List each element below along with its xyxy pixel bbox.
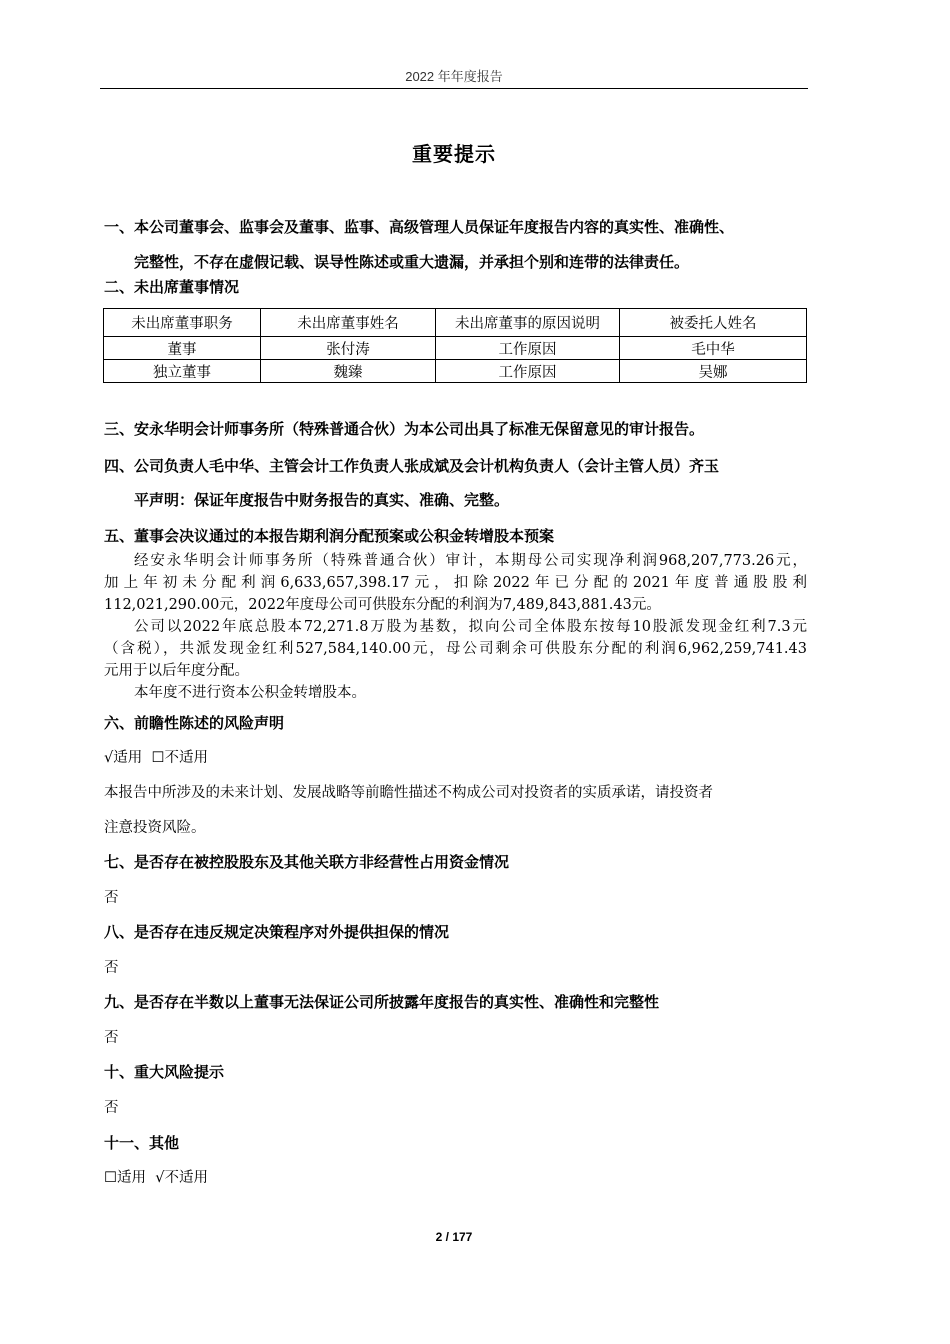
page-number: 2 / 177 <box>435 1230 473 1244</box>
profit-paragraph-line: 112,021,290.00元，2022年度母公司可供股东分配的利润为7,489,843,881.43元。 <box>104 597 661 613</box>
applicable-checked-option: √适用 <box>104 750 143 766</box>
section-10-answer: 否 <box>104 1100 119 1116</box>
section-1-heading-cont: 完整性，不存在虚假记载、误导性陈述或重大遗漏，并承担个别和连带的法律责任。 <box>134 253 690 271</box>
section-8-heading: 八、是否存在违反规定决策程序对外提供担保的情况 <box>104 923 450 941</box>
section-7-answer: 否 <box>104 890 119 906</box>
section-9-answer: 否 <box>104 1030 119 1046</box>
table-cell: 独立董事 <box>104 360 261 383</box>
section-7-heading: 七、是否存在被控股股东及其他关联方非经营性占用资金情况 <box>104 853 510 871</box>
applicable-option: ☐适用 <box>104 1170 146 1186</box>
page-title: 重要提示 <box>412 142 496 166</box>
table-cell: 毛中华 <box>620 337 807 360</box>
page-header: 2022 年年度报告 <box>405 69 503 84</box>
section-4-heading: 四、公司负责人毛中华、主管会计工作负责人张成斌及会计机构负责人（会计主管人员）齐玉 <box>104 457 720 475</box>
column-header: 被委托人姓名 <box>620 309 807 337</box>
absent-directors-table <box>103 308 807 383</box>
column-header: 未出席董事的原因说明 <box>436 309 620 337</box>
section-2-heading: 二、未出席董事情况 <box>104 278 240 296</box>
section-6-options <box>104 746 208 767</box>
risk-statement-line: 本报告中所涉及的未来计划、发展战略等前瞻性描述不构成公司对投资者的实质承诺，请投资者 <box>104 785 713 801</box>
section-9-heading: 九、是否存在半数以上董事无法保证公司所披露年度报告的真实性、准确性和完整性 <box>104 993 660 1011</box>
column-header: 未出席董事职务 <box>104 309 261 337</box>
column-header: 未出席董事姓名 <box>261 309 436 337</box>
dividend-paragraph-line: 元用于以后年度分配。 <box>104 663 249 679</box>
section-5-heading: 五、董事会决议通过的本报告期利润分配预案或公积金转增股本预案 <box>104 527 555 545</box>
risk-statement-line: 注意投资风险。 <box>104 820 206 836</box>
section-1-heading: 一、本公司董事会、监事会及董事、监事、高级管理人员保证年度报告内容的真实性、准确性、 <box>104 218 735 236</box>
section-8-answer: 否 <box>104 960 119 976</box>
section-10-heading: 十、重大风险提示 <box>104 1063 225 1081</box>
not-applicable-checked-option: √不适用 <box>155 1170 208 1186</box>
section-11-options <box>104 1166 208 1187</box>
table-cell: 吴娜 <box>620 360 807 383</box>
table-row <box>104 337 807 360</box>
table-cell: 董事 <box>104 337 261 360</box>
table-cell: 张付涛 <box>261 337 436 360</box>
table-cell: 魏臻 <box>261 360 436 383</box>
capital-reserve-note: 本年度不进行资本公积金转增股本。 <box>134 685 366 701</box>
header-rule <box>100 88 808 89</box>
profit-paragraph-line: 加上年初未分配利润6,633,657,398.17元，扣除2022年已分配的2021年度普通股股利 <box>104 575 807 591</box>
dividend-paragraph-line: （含税），共派发现金红利527,584,140.00元，母公司剩余可供股东分配的利润6,962,259,741.43 <box>104 641 807 657</box>
section-11-heading: 十一、其他 <box>104 1134 180 1152</box>
profit-paragraph-line: 经安永华明会计师事务所（特殊普通合伙）审计，本期母公司实现净利润968,207,773.26元， <box>134 553 807 569</box>
table-row <box>104 360 807 383</box>
section-4-heading-cont: 平声明：保证年度报告中财务报告的真实、准确、完整。 <box>134 491 510 509</box>
section-6-heading: 六、前瞻性陈述的风险声明 <box>104 714 285 732</box>
table-header-row <box>104 309 807 337</box>
not-applicable-option: ☐不适用 <box>151 750 208 766</box>
table-cell: 工作原因 <box>436 360 620 383</box>
dividend-paragraph-line: 公司以2022年底总股本72,271.8万股为基数，拟向公司全体股东按每10股派发现金红利7.3元 <box>134 619 807 635</box>
table-cell: 工作原因 <box>436 337 620 360</box>
section-3-heading: 三、安永华明会计师事务所（特殊普通合伙）为本公司出具了标准无保留意见的审计报告。 <box>104 420 705 438</box>
